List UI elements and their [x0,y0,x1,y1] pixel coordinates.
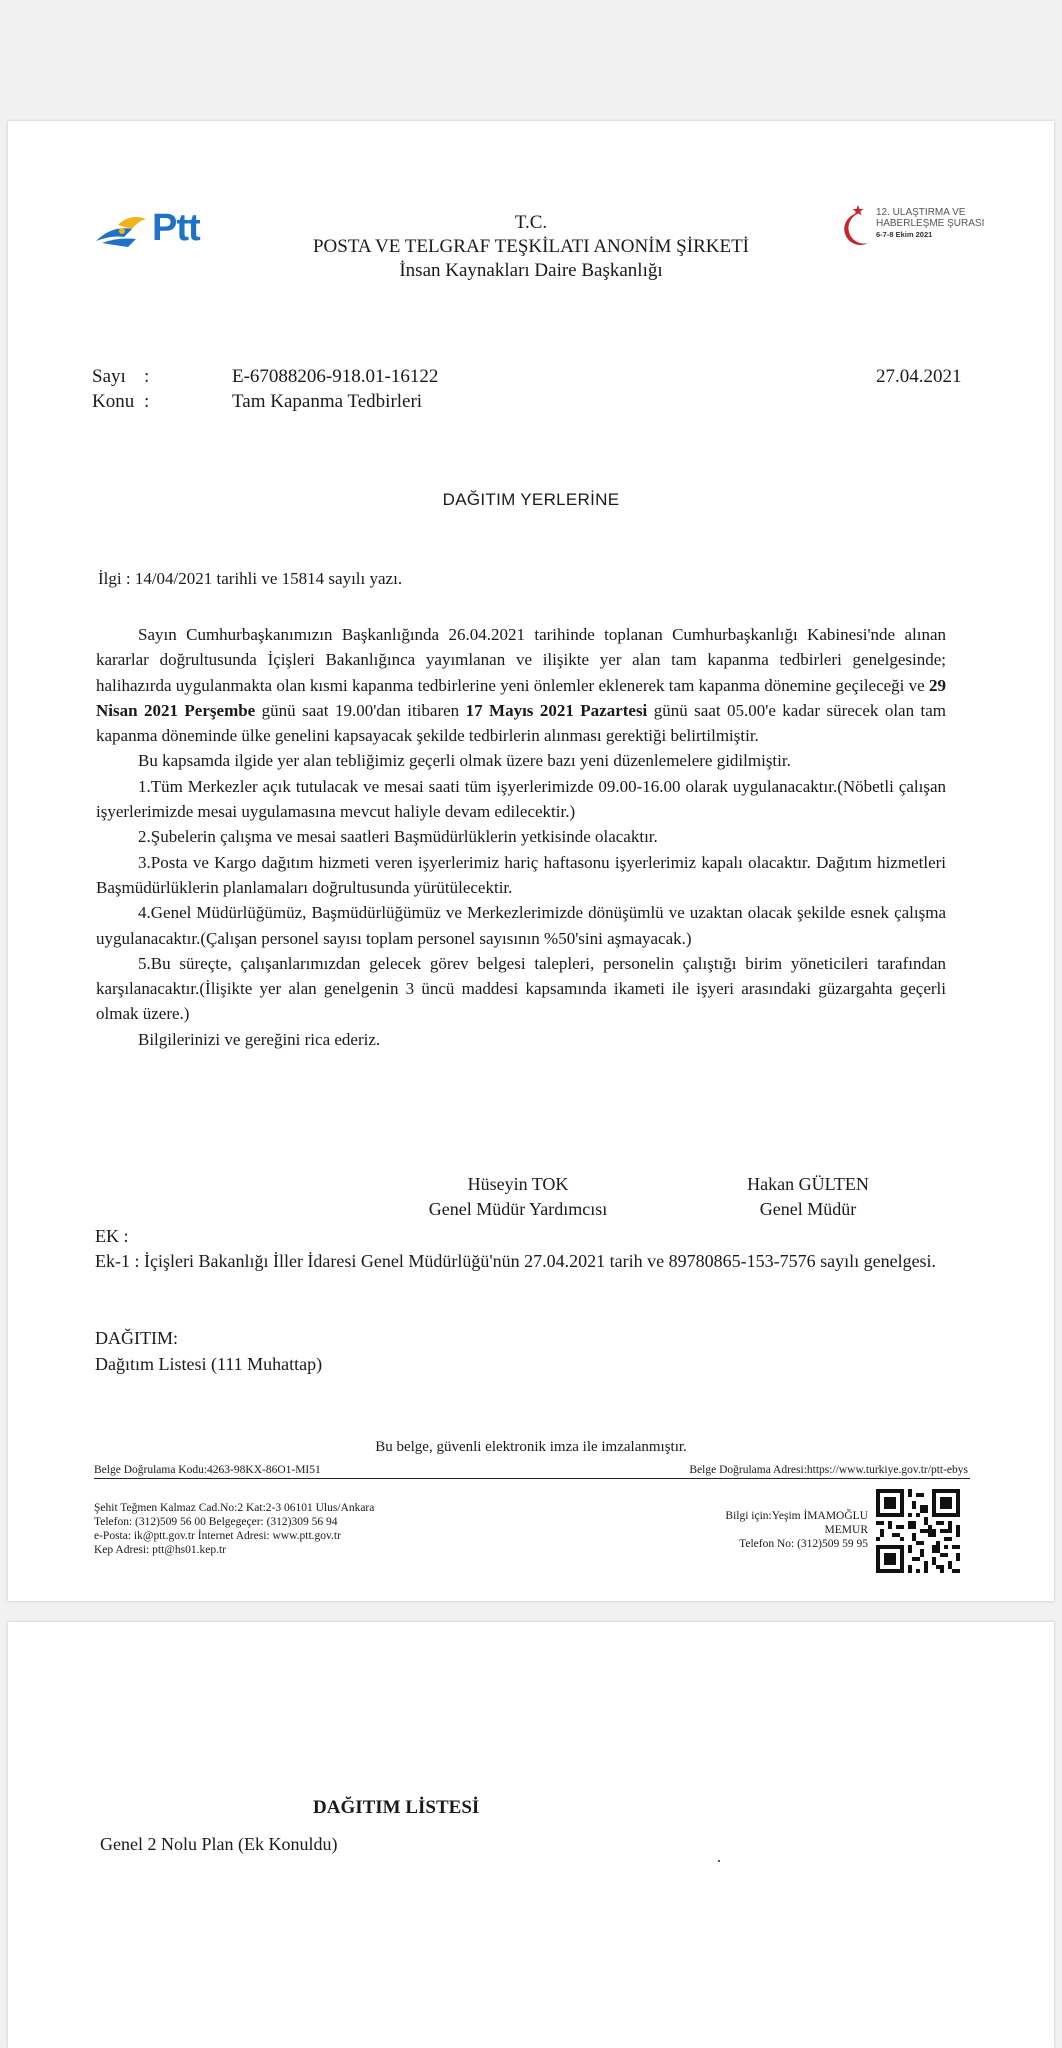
address-line-3: e-Posta: ik@ptt.gov.tr İnternet Adresi: www.ptt.gov.tr [94,1530,341,1542]
paragraph-item-1: 1.Tüm Merkezler açık tutulacak ve mesai saati tüm işyerlerimizde 09.00-16.00 olarak uygulanacaktır.(Nöbetli çalışan işyerlerimizde mesai uygulamasına mevcut haliyle devam edilecektir.) [96,776,946,822]
footer-divider [94,1478,970,1479]
dagitim-value: Dağıtım Listesi (111 Muhattap) [95,1354,323,1374]
ulastirma-logo-line1: 12. ULAŞTIRMA VE [876,207,966,218]
address-line-1: Şehit Teğmen Kalmaz Cad.No:2 Kat:2-3 06101 Ulus/Ankara [94,1502,375,1514]
contact-person: Bilgi için:Yeşim İMAMOĞLU [725,1510,868,1522]
signer-1-title: Genel Müdür Yardımcısı [428,1199,608,1219]
crescent-star-icon [834,205,874,251]
ilgi-reference: İlgi : 14/04/2021 tarihli ve 15814 sayılı yazı. [98,569,403,588]
ek-item: Ek-1 : İçişleri Bakanlığı İller İdaresi Genel Müdürlüğü'nün 27.04.2021 tarih ve 89780865-153-7576 sayılı genelgesi. [95,1251,937,1271]
ulastirma-logo-date: 6-7-8 Ekim 2021 [876,230,933,239]
ptt-logo-text: Ptt [152,207,200,249]
header-department: İnsan Kaynakları Daire Başkanlığı [399,260,663,281]
paragraph-closing: Bilgilerinizi ve gereğini rica ederiz. [138,1029,381,1049]
start-date-bold: 29 Nisan 2021 Perşembe [96,675,946,720]
paragraph-item-2: 2.Şubelerin çalışma ve mesai saatleri Başmüdürlüklerin yetkisinde olacaktır. [138,827,658,847]
document-page-1 [8,121,1054,1601]
paragraph-item-3: 3.Posta ve Kargo dağıtım hizmeti veren işyerlerimiz hariç haftasonu işyerlerimiz kapalı olacaktır. Dağıtım hizmetleri Başmüdürlüklerin planlamaları doğrultusunda yürütülecektir. [96,852,946,897]
document-date: 27.04.2021 [876,366,962,387]
konu-value: Tam Kapanma Tedbirleri [232,391,423,412]
header-company-name: POSTA VE TELGRAF TEŞKİLATI ANONİM ŞİRKETİ [312,236,750,257]
verification-code: Belge Doğrulama Kodu:4263-98KX-86O1-MI51 [94,1464,321,1476]
paragraph-item-4: 4.Genel Müdürlüğümüz, Başmüdürlüğümüz ve Merkezlerimizde dönüşümlü ve uzaktan olacak şekilde esnek çalışma uygulanacaktır.(Çalışan personel sayısı toplam personel sayısının %50'sini aşmayacak.) [96,903,946,948]
dagitim-label: DAĞITIM: [95,1328,178,1348]
sayi-label: Sayı [92,366,126,387]
contact-title: MEMUR [824,1524,868,1536]
distribution-list-item: Genel 2 Nolu Plan (Ek Konuldu) [100,1834,338,1854]
sayi-colon: : [144,366,150,387]
sayi-value: E-67088206-918.01-16122 [232,366,439,387]
stray-dot [718,1860,720,1862]
konu-colon: : [144,391,150,412]
end-date-bold: 17 Mayıs 2021 Pazartesi [465,700,648,720]
ulastirma-surasi-logo [834,203,985,255]
qr-code-graphic [876,1489,960,1573]
signature-2 [708,1172,908,1222]
signer-2-name: Hakan GÜLTEN [747,1174,869,1194]
signer-2-title: Genel Müdür [759,1199,857,1219]
distribution-list-title: DAĞITIM LİSTESİ [313,1797,480,1818]
address-line-2: Telefon: (312)509 56 00 Belgegeçer: (312)309 56 94 [94,1516,338,1528]
contact-phone: Telefon No: (312)509 59 95 [739,1538,868,1550]
header-line-tc: T.C. [514,212,548,233]
e-signature-note: Bu belge, güvenli elektronik imza ile imzalanmıştır. [375,1439,687,1455]
paragraph-1: Sayın Cumhurbaşkanımızın Başkanlığında 26.04.2021 tarihinde toplanan Cumhurbaşkanlığı Kabinesi'nde alınan kararlar doğrultusunda İçişleri Bakanlığınca yayımlanan ve ilişikte yer alan tam kapanma tedbirleri genelgesinde; halihazırda uygulanmakta olan kısmi kapanma tedbirlerine yeni önlemler eklenerek tam kapanma dönemine geçileceği ve 29 Nisan 2021 Perşembe günü saat 19.00'dan itibaren 17 Mayıs 2021 Pazartesi günü saat 05.00'e kadar sürecek olan tam kapanma döneminde ülke genelini kapsayacak şekilde tedbirlerin alınması gerektiği belirtilmiştir. [96,625,947,746]
verification-address: Belge Doğrulama Adresi:https://www.turkiye.gov.tr/ptt-ebys [689,1464,968,1476]
paragraph-item-5: 5.Bu süreçte, çalışanlarımızdan gelecek görev belgesi talepleri, personelin çalıştığı birim yöneticileri tarafından karşılanacaktır.(İlişikte yer alan genelgenin 3 üncü maddesi kapsamında ikameti ile işyeri arasındaki güzargahta geçerli olmak üzere.) [96,953,946,1024]
signature-1 [408,1172,628,1222]
address-line-4: Kep Adresi: ptt@hs01.kep.tr [94,1544,226,1556]
paragraph-2: Bu kapsamda ilgide yer alan tebliğimiz geçerli olmak üzere bazı yeni düzenlemelere gidilmiştir. [138,751,791,771]
document-page-2 [8,1622,1054,2048]
qr-code [876,1489,960,1573]
letter-body [96,622,946,1052]
konu-label: Konu [92,391,135,412]
signer-1-name: Hüseyin TOK [467,1174,569,1194]
ulastirma-logo-line2: HABERLEŞME ŞURASI [876,218,985,229]
distribution-heading: DAĞITIM YERLERİNE [442,490,620,509]
ek-label: EK : [95,1226,129,1246]
